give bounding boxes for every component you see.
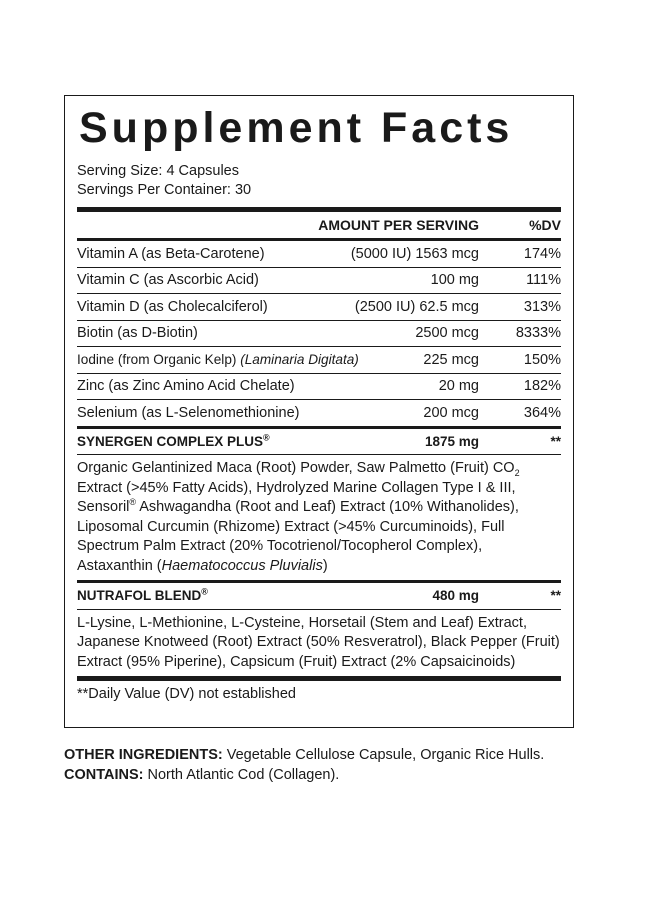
contains-text: North Atlantic Cod (Collagen). — [143, 766, 340, 783]
ingredients-italic: Haematococcus Pluvialis — [161, 557, 323, 574]
nutrient-name — [77, 352, 423, 367]
nutrafol-ingredients: L-Lysine, L-Methionine, L-Cysteine, Horsetail (Stem and Leaf) Extract, Japanese Knotweed (Root) Extract (50% Resveratrol), Black Pepper (Fruit) Extract (95% Piperine), Capsicum (Fruit) Extract (2% Capsaicinoids) — [77, 614, 560, 670]
nutrient-amount: (2500 IU) 62.5 mcg — [354, 298, 479, 315]
ingredients-text: Ashwagandha (Root and Leaf) Extract (10% Withanolides), Liposomal Curcumin (Rhizome) Extract (>45% Curcuminoids), Full Spectrum Palm Extract (20% Tocotrienol/Tocopherol Complex), Astaxanthin ( — [77, 499, 519, 574]
table-header — [77, 212, 561, 238]
nutrient-name: Vitamin A (as Beta-Carotene) — [77, 245, 265, 262]
synergen-dv: ** — [550, 433, 561, 449]
nutrient-amount: 225 mcg — [423, 351, 479, 368]
other-ingredients-label: OTHER INGREDIENTS: — [64, 747, 223, 763]
table-row — [77, 241, 561, 267]
registered-mark: ® — [201, 586, 208, 597]
other-ingredients-section — [64, 746, 584, 785]
synergen-amount: 1875 mg — [424, 433, 479, 449]
table-row — [77, 347, 561, 373]
nutrient-dv: 313% — [523, 298, 561, 315]
nutrient-name: Biotin (as D-Biotin) — [77, 325, 198, 342]
contains — [64, 766, 584, 786]
table-row — [77, 321, 561, 347]
footnote: **Daily Value (DV) not established — [77, 686, 296, 702]
nutrient-dv: 111% — [526, 272, 561, 289]
nutrient-amount: 20 mg — [438, 378, 479, 395]
panel-title: Supplement Facts — [79, 104, 514, 152]
registered-mark: ® — [263, 432, 270, 443]
nutrient-amount: 2500 mcg — [415, 325, 479, 342]
contains-label: CONTAINS: — [64, 766, 144, 783]
nutrient-name-text: Iodine (from Organic Kelp) — [77, 352, 241, 368]
nutrient-amount: 200 mcg — [423, 404, 479, 421]
nutrafol-dv: ** — [550, 588, 561, 604]
table-row — [77, 374, 561, 400]
nutrient-name: Vitamin C (as Ascorbic Acid) — [77, 272, 259, 289]
other-ingredients-text: Vegetable Cellulose Capsule, Organic Rice Hulls. — [222, 747, 545, 763]
synergen-name-text: SYNERGEN COMPLEX PLUS — [77, 433, 264, 449]
nutrient-name-italic: (Laminaria Digitata) — [240, 352, 359, 368]
ingredients-text: Organic Gelantinized Maca (Root) Powder, Saw Palmetto (Fruit) CO — [77, 460, 515, 476]
nutrient-dv: 182% — [523, 378, 561, 395]
nutrafol-row — [77, 583, 561, 609]
nutrafol-name — [77, 588, 432, 603]
nutrient-dv: 364% — [523, 404, 561, 421]
nutrient-name: Selenium (as L-Selenomethionine) — [77, 404, 300, 421]
servings-per-container: Servings Per Container: 30 — [77, 182, 252, 198]
synergen-row — [77, 429, 561, 455]
nutrient-dv: 150% — [523, 351, 561, 368]
table-row — [77, 294, 561, 320]
nutrient-dv: 8333% — [515, 325, 561, 342]
header-dv: %DV — [529, 217, 561, 233]
serving-size: Serving Size: 4 Capsules — [77, 163, 239, 179]
ingredients-text: ) — [322, 557, 328, 574]
other-ingredients — [64, 746, 584, 766]
header-amount: AMOUNT PER SERVING — [318, 217, 479, 233]
nutrient-name: Zinc (as Zinc Amino Acid Chelate) — [77, 378, 295, 395]
supplement-facts-panel — [64, 95, 574, 728]
nutrafol-amount: 480 mg — [432, 588, 479, 604]
nutrient-amount: (5000 IU) 1563 mcg — [350, 245, 479, 262]
synergen-name — [77, 434, 425, 449]
registered-mark: ® — [129, 497, 137, 508]
ingredients-text: Extract (>45% Fatty Acids), Hydrolyzed Marine Collagen Type I & III, Sensoril — [77, 479, 516, 515]
nutrient-dv: 174% — [523, 245, 561, 262]
nutrient-amount: 100 mg — [430, 272, 479, 289]
table-row — [77, 400, 561, 426]
nutrient-name: Vitamin D (as Cholecalciferol) — [77, 298, 268, 315]
synergen-ingredients — [77, 455, 561, 580]
nutrafol-name-text: NUTRAFOL BLEND — [77, 588, 202, 604]
table-row — [77, 268, 561, 294]
subscript: 2 — [514, 467, 520, 478]
